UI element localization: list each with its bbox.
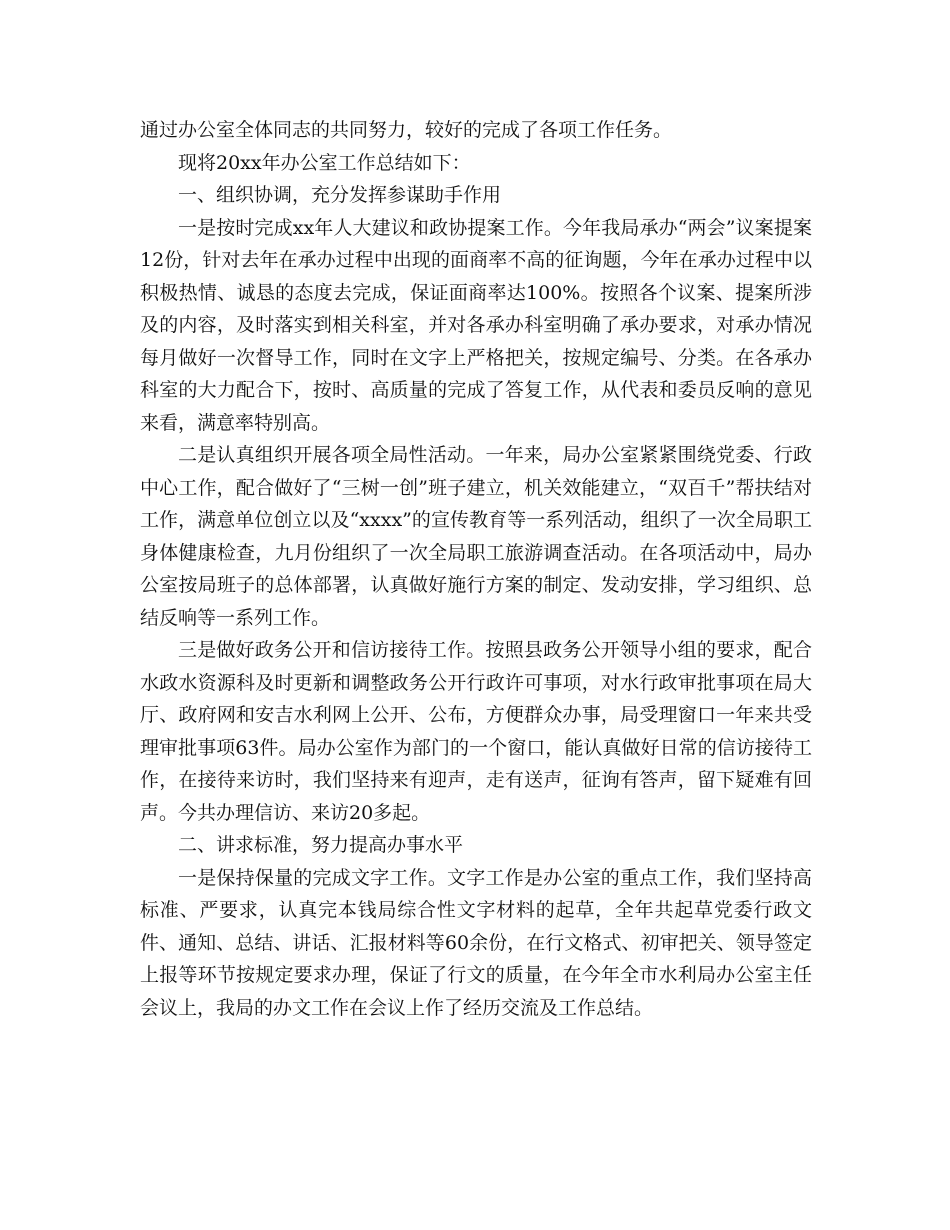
section-heading-2: 二、讲求标准，努力提高办事水平 <box>178 834 464 856</box>
paragraph-proposals: 一是按时完成xx年人大建议和政协提案工作。今年我局承办“两会”议案提案12份，针对去年在承办过程中出现的面商率不高的征询题，今年在承办过程中以积极热情、诚恳的态度去完成，保证面商率达100%。按照各个议案、提案所涉及的内容，及时落实到相关科室，并对各承办科室明确了承办要求，对承办情况每月做好一次督导工作，同时在文字上严格把关，按规定编号、分类。在各承办科室的大力配合下，按时、高质量的完成了答复工作，从代表和委员反响的意见来看，满意率特别高。 <box>140 216 812 434</box>
section-heading-1: 一、组织协调，充分发挥参谋助手作用 <box>178 184 502 206</box>
paragraph-public-affairs: 三是做好政务公开和信访接待工作。按照县政务公开领导小组的要求，配合水政水资源科及时更新和调整政务公开行政许可事项，对水行政审批事项在局大厅、政府网和安吉水利网上公开、公布，方便群众办事，局受理窗口一年来共受理审批事项63件。局办公室作为部门的一个窗口，能认真做好日常的信访接待工作，在接待来访时，我们坚持来有迎声，走有送声，征询有答声，留下疑难有回声。今共办理信访、来访20多起。 <box>140 639 812 824</box>
document-body <box>140 114 812 1024</box>
paragraph-continuation: 通过办公室全体同志的共同努力，较好的完成了各项工作任务。 <box>140 119 673 141</box>
paragraph-intro: 现将20xx年办公室工作总结如下： <box>178 151 471 174</box>
paragraph-writing: 一是保持保量的完成文字工作。文字工作是办公室的重点工作，我们坚持高标准、严要求，认真完本钱局综合性文字材料的起草，全年共起草党委行政文件、通知、总结、讲话、汇报材料等60余份，在行文格式、初审把关、领导签定上报等环节按规定要求办理，保证了行文的质量，在今年全市水利局办公室主任会议上，我局的办文工作在会议上作了经历交流及工作总结。 <box>140 866 812 1019</box>
paragraph-activities: 二是认真组织开展各项全局性活动。一年来，局办公室紧紧围绕党委、行政中心工作，配合做好了“三树一创”班子建立，机关效能建立，“双百千”帮扶结对工作，满意单位创立以及“xxxx”的宣传教育等一系列活动，组织了一次全局职工身体健康检查，九月份组织了一次全局职工旅游调查活动。在各项活动中，局办公室按局班子的总体部署，认真做好施行方案的制定、发动安排，学习组织、总结反响等一系列工作。 <box>140 444 812 629</box>
